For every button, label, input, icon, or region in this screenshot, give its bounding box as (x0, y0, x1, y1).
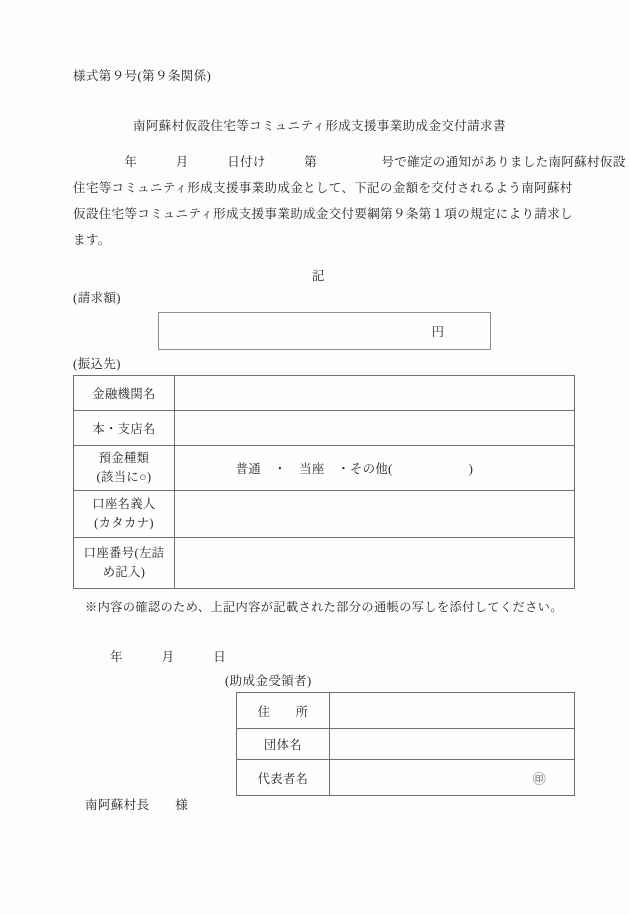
document-title: 南阿蘇村仮設住宅等コミュニティ形成支援事業助成金交付請求書 (133, 119, 506, 133)
representative-name-label: 代表者名 (237, 760, 330, 796)
recipient-table (236, 692, 575, 796)
body-paragraph-line-2: 住宅等コミュニティ形成支援事業助成金として、下記の金額を交付されるよう南阿蘇村 (73, 181, 573, 195)
signature-date-line[interactable]: 年 月 日 (110, 650, 227, 664)
amount-section-label: (請求額) (73, 291, 121, 305)
seal-stamp-icon: ㊞ (532, 771, 546, 786)
table-row (74, 446, 575, 491)
form-number: 様式第９号(第９条関係) (73, 69, 212, 83)
account-number-label (74, 538, 175, 589)
representative-name-field[interactable] (330, 760, 575, 796)
amount-input-box[interactable] (158, 312, 491, 350)
bank-name-label: 金融機関名 (74, 376, 175, 411)
table-row (237, 693, 575, 729)
organization-name-label: 団体名 (237, 729, 330, 760)
account-number-label-line-2: め記入) (102, 565, 146, 579)
account-holder-field[interactable] (175, 491, 575, 538)
table-row (74, 376, 575, 411)
ki-mark: 記 (312, 269, 325, 283)
branch-name-label: 本・支店名 (74, 411, 175, 446)
deposit-type-field[interactable] (175, 446, 575, 491)
transfer-section-label: (振込先) (73, 357, 121, 371)
bank-name-field[interactable] (175, 376, 575, 411)
deposit-type-label-line-2: (該当に○) (96, 470, 152, 484)
attachment-note: ※内容の確認のため、上記内容が記載された部分の通帳の写しを添付してください。 (85, 600, 563, 614)
table-row (74, 491, 575, 538)
body-paragraph-line-3: 仮設住宅等コミュニティ形成支援事業助成金交付要綱第９条第１項の規定により請求し (73, 207, 573, 221)
address-label: 住 所 (237, 693, 330, 729)
body-paragraph-line-1: 年 月 日付け 第 号で確定の通知がありました南阿蘇村仮設 (73, 155, 626, 169)
address-field[interactable] (330, 693, 575, 729)
amount-unit-label: 円 (431, 325, 444, 339)
recipient-section-label: (助成金受領者) (225, 674, 312, 688)
account-number-field[interactable] (175, 538, 575, 589)
body-paragraph-line-4: ます。 (73, 233, 111, 247)
account-holder-label (74, 491, 175, 538)
deposit-type-label-line-1: 預金種類 (98, 450, 150, 465)
table-row (74, 538, 575, 589)
account-holder-label-line-2: (カタカナ) (94, 516, 154, 530)
table-row (237, 729, 575, 760)
addressee-line: 南阿蘇村長 様 (85, 798, 189, 812)
table-row (74, 411, 575, 446)
bank-transfer-table (73, 375, 575, 589)
organization-name-field[interactable] (330, 729, 575, 760)
deposit-type-label (74, 446, 175, 491)
deposit-type-options: 普通 ・ 当座 ・その他( ) (235, 462, 474, 476)
branch-name-field[interactable] (175, 411, 575, 446)
account-number-label-line-1: 口座番号(左詰 (83, 545, 165, 560)
account-holder-label-line-1: 口座名義人 (92, 496, 156, 511)
table-row (237, 760, 575, 796)
